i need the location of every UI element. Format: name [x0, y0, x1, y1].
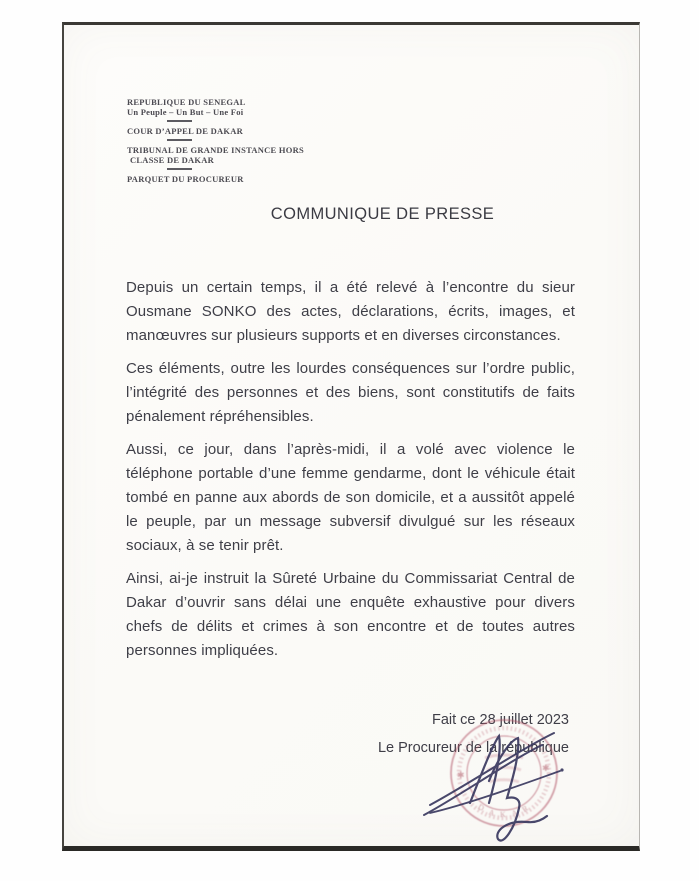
- paragraph-2: Ces éléments, outre les lourdes conséquences sur l’ordre public, l’intégrité des personnes et des biens, sont constitutifs de faits pénalement répréhensibles.: [126, 360, 575, 425]
- paragraph-1: Depuis un certain temps, il a été relevé à l’encontre du sieur Ousmane SONKO des actes, déclarations, écrits, images, et manœuvres sur plusieurs supports et en diverses circonstances.: [126, 279, 575, 344]
- body-text: [126, 276, 575, 672]
- letterhead-tribunal-line1: TRIBUNAL DE GRANDE INSTANCE HORS: [127, 145, 304, 155]
- letterhead-motto: Un Peuple – Un But – Une Foi: [127, 107, 244, 117]
- signoff-signatory: Le Procureur de la république: [377, 740, 569, 756]
- stamp-asterisk-left: ✱: [457, 770, 465, 780]
- letterhead-divider: [167, 168, 192, 170]
- stamp-bottom-text: D A K A R: [476, 802, 532, 820]
- letterhead-divider: [167, 139, 192, 141]
- paper-sheet: [62, 22, 640, 851]
- letterhead-divider: [167, 120, 192, 122]
- stamp-ring-text-illegible: [459, 728, 549, 818]
- signoff-date: Fait ce 28 juillet 2023: [431, 712, 569, 728]
- paragraph-3: Aussi, ce jour, dans l’après-midi, il a volé avec violence le téléphone portable d’une femme gendarme, dont le véhicule était tombé en panne aux abords de son domicile, et a aussitôt appelé le peuple, par un message subversif divulgué sur les réseaux sociaux, à se tenir prêt.: [126, 441, 575, 554]
- letterhead-tribunal-line2: CLASSE DE DAKAR: [130, 155, 215, 165]
- letterhead-court: COUR D’APPEL DE DAKAR: [127, 126, 243, 136]
- stamp-asterisk-right: ✱: [542, 763, 550, 773]
- official-stamp: [451, 720, 557, 826]
- document-title: COMMUNIQUE DE PRESSE: [270, 205, 495, 223]
- letterhead-office: PARQUET DU PROCUREUR: [127, 174, 244, 184]
- letterhead-country: REPUBLIQUE DU SENEGAL: [127, 97, 246, 107]
- svg-text:D A K A R: [476, 802, 532, 819]
- paragraph-4: Ainsi, ai-je instruit la Sûreté Urbaine du Commissariat Central de Dakar d’ouvrir sans délai une enquête exhaustive pour divers chefs de délits et crimes à son encontre et de toutes autres personnes impliquées.: [126, 570, 575, 659]
- letterhead: [127, 97, 347, 184]
- seal-area: [389, 654, 649, 874]
